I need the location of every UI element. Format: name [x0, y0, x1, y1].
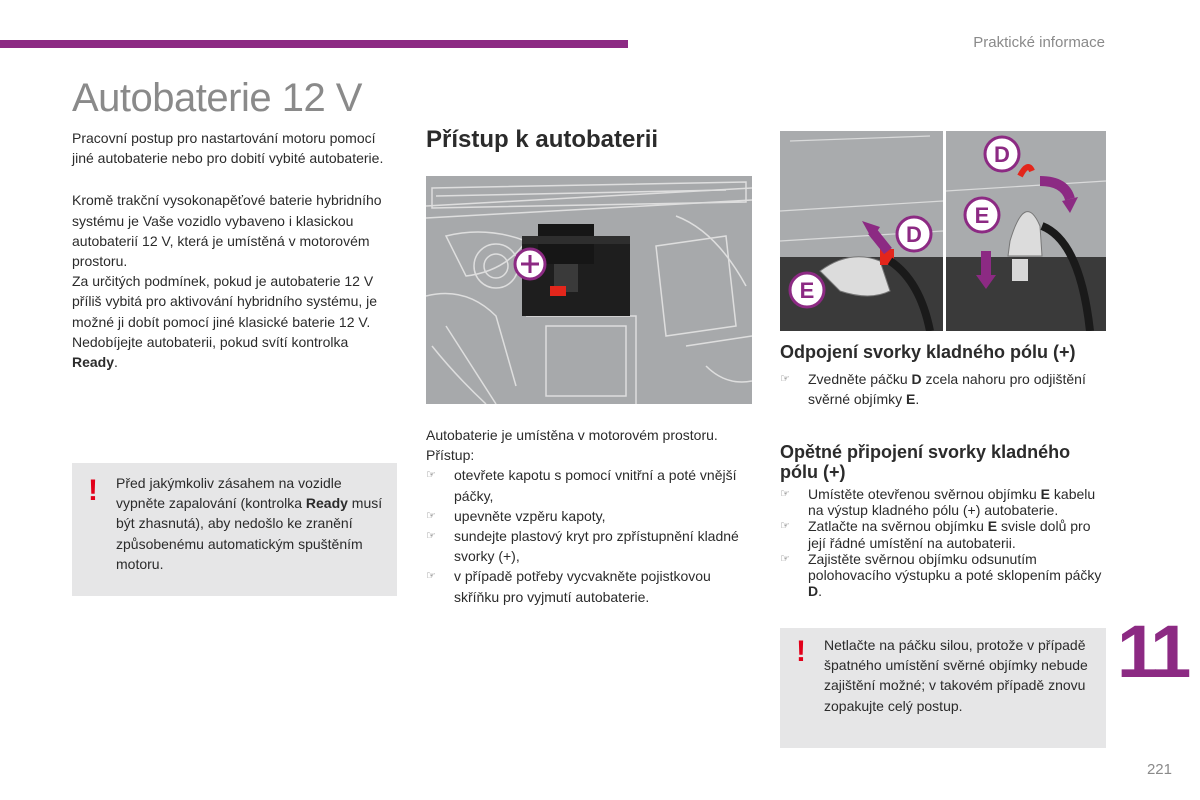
list-item: ☞ v případě potřeby vycvakněte pojistkovou skříňku pro vyjmutí autobaterie.	[426, 568, 711, 605]
intro-paragraph: Pracovní postup pro nastartování motoru pomocí jiné autobaterie nebo pro dobití vybité autobaterie.	[72, 130, 384, 167]
header-accent-bar	[0, 40, 628, 48]
hand-pointer-icon: ☞	[780, 373, 790, 385]
list-item: ☞ Zatlačte na svěrnou objímku E svisle dolů pro její řádné umístění na autobaterii.	[780, 518, 1091, 551]
hand-pointer-icon: ☞	[426, 509, 436, 522]
section-label: Praktické informace	[973, 34, 1105, 51]
chapter-number: 11	[1117, 610, 1188, 693]
access-column	[426, 425, 756, 607]
list-item: ☞ Zajistěte svěrnou objímku odsunutím polohovacího výstupku a poté sklopením páčky D.	[780, 550, 1102, 600]
warning-box	[72, 463, 397, 596]
clamp-lever-label: D	[906, 222, 922, 247]
disconnect-heading: Odpojení svorky kladného pólu (+)	[780, 342, 1076, 362]
intro-column	[72, 128, 398, 372]
engine-compartment-battery-image	[426, 176, 752, 404]
hand-pointer-icon: ☞	[426, 570, 436, 583]
access-heading: Přístup k autobaterii	[426, 126, 659, 153]
page-number: 221	[1146, 761, 1172, 778]
hand-pointer-icon: ☞	[426, 530, 436, 543]
warning-text: Před jakýmkoliv zásahem na vozidle vypněte zapalování (kontrolka Ready musí být zhasnutá), aby nedošlo ke zranění způsobenému automatickým spuštěním motoru.	[116, 475, 383, 572]
list-item: ☞ Zvedněte páčku D zcela nahoru pro odjištění svěrné objímky E.	[780, 371, 1086, 408]
intro-paragraph: Kromě trakční vysokonapěťové baterie hybridního systému je Vaše vozidlo vybaveno i klasickou autobaterií 12 V, která je umístěná v motorovém prostoru.	[72, 192, 382, 270]
hand-pointer-icon: ☞	[780, 552, 790, 565]
list-item: ☞ otevřete kapotu s pomocí vnitřní a poté vnější páčky,	[426, 467, 737, 504]
intro-paragraph: Za určitých podmínek, pokud je autobaterie 12 V příliš vybitá pro aktivování hybridního systému, je možné ji dobít pomocí jiné klasické baterie 12 V.	[72, 273, 378, 330]
reconnect-steps	[780, 486, 1106, 599]
access-steps-list	[426, 465, 756, 606]
intro-paragraph: Nedobíjejte autobaterii, pokud svítí kontrolka Ready.	[72, 333, 349, 371]
warning-icon: !	[88, 474, 98, 507]
list-item: ☞ Umístěte otevřenou svěrnou objímku E kabelu na výstup kladného pólu (+) autobaterie.	[780, 486, 1096, 519]
hand-pointer-icon: ☞	[780, 488, 790, 500]
hand-pointer-icon: ☞	[426, 469, 436, 482]
battery-terminal-clamp-image	[780, 131, 1106, 331]
list-item: ☞ sundejte plastový kryt pro zpřístupnění kladné svorky (+),	[426, 528, 739, 565]
disconnect-steps	[780, 369, 1100, 409]
warning-icon: !	[796, 635, 806, 668]
warning-text: Netlačte na páčku silou, protože v případě špatného umístění svěrné objímky nebude zajištění možné; v takovém případě znovu zopakujte celý postup.	[824, 637, 1088, 714]
page-title: Autobaterie 12 V	[72, 76, 362, 120]
list-item: ☞ upevněte vzpěru kapoty,	[426, 506, 756, 526]
access-intro: Autobaterie je umístěna v motorovém prostoru.	[426, 427, 718, 443]
clamp-lever-label: D	[994, 142, 1010, 167]
warning-box	[780, 628, 1106, 748]
ready-indicator-label: Ready	[72, 354, 115, 371]
clamp-collar-label: E	[974, 203, 990, 228]
hand-pointer-icon: ☞	[780, 520, 790, 533]
access-intro: Přístup:	[426, 447, 475, 464]
clamp-collar-label: E	[799, 278, 815, 303]
reconnect-heading: Opětné připojení svorky kladného pólu (+)	[780, 442, 1071, 482]
